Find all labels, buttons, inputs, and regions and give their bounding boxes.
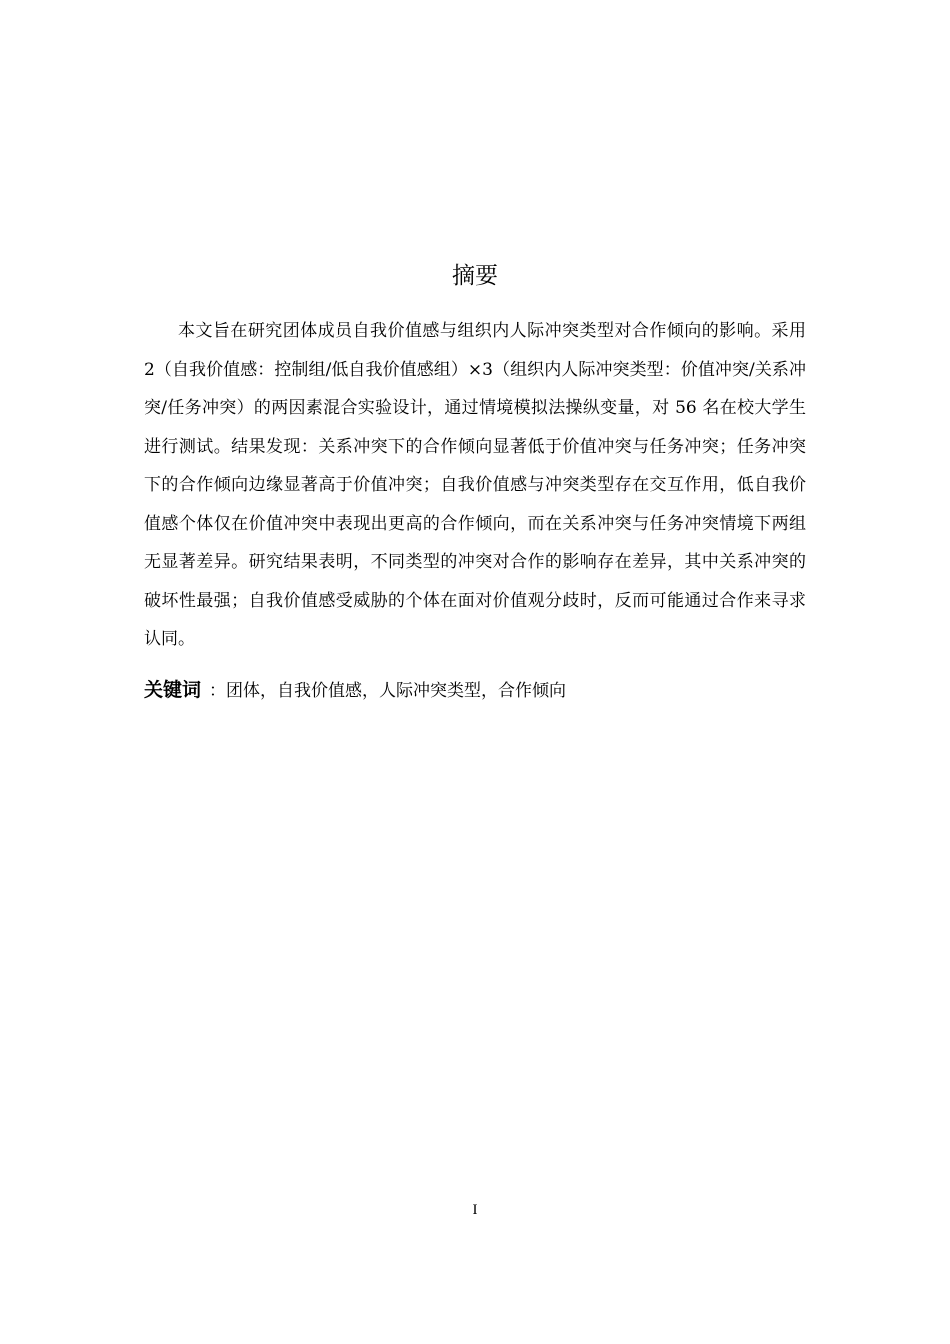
- page-number: I: [472, 1202, 478, 1218]
- keywords-separator: ：: [209, 681, 227, 701]
- abstract-title: 摘要: [452, 263, 498, 289]
- keywords-text: 团体，自我价值感，人际冲突类型，合作倾向: [226, 681, 567, 701]
- abstract-body: 本文旨在研究团体成员自我价值感与组织内人际冲突类型对合作倾向的影响。采用 2（自我价值感：控制组/低自我价值感组）×3（组织内人际冲突类型：价值冲突/关系冲突/任务冲突）的两因素混合实验设计，通过情境模拟法操纵变量，对 56 名在校大学生进行测试。结果发现：关系冲突下的合作倾向显著低于价值冲突与任务冲突；任务冲突下的合作倾向边缘显著高于价值冲突；自我价值感与冲突类型存在交互作用，低自我价值感个体仅在价值冲突中表现出更高的合作倾向，而在关系冲突与任务冲突情境下两组无显著差异。研究结果表明，不同类型的冲突对合作的影响存在差异，其中关系冲突的破坏性最强；自我价值感受威胁的个体在面对价值观分歧时，反而可能通过合作来寻求认同。: [144, 321, 806, 649]
- keywords-line: [144, 672, 806, 710]
- keywords-label: 关键词: [144, 679, 202, 701]
